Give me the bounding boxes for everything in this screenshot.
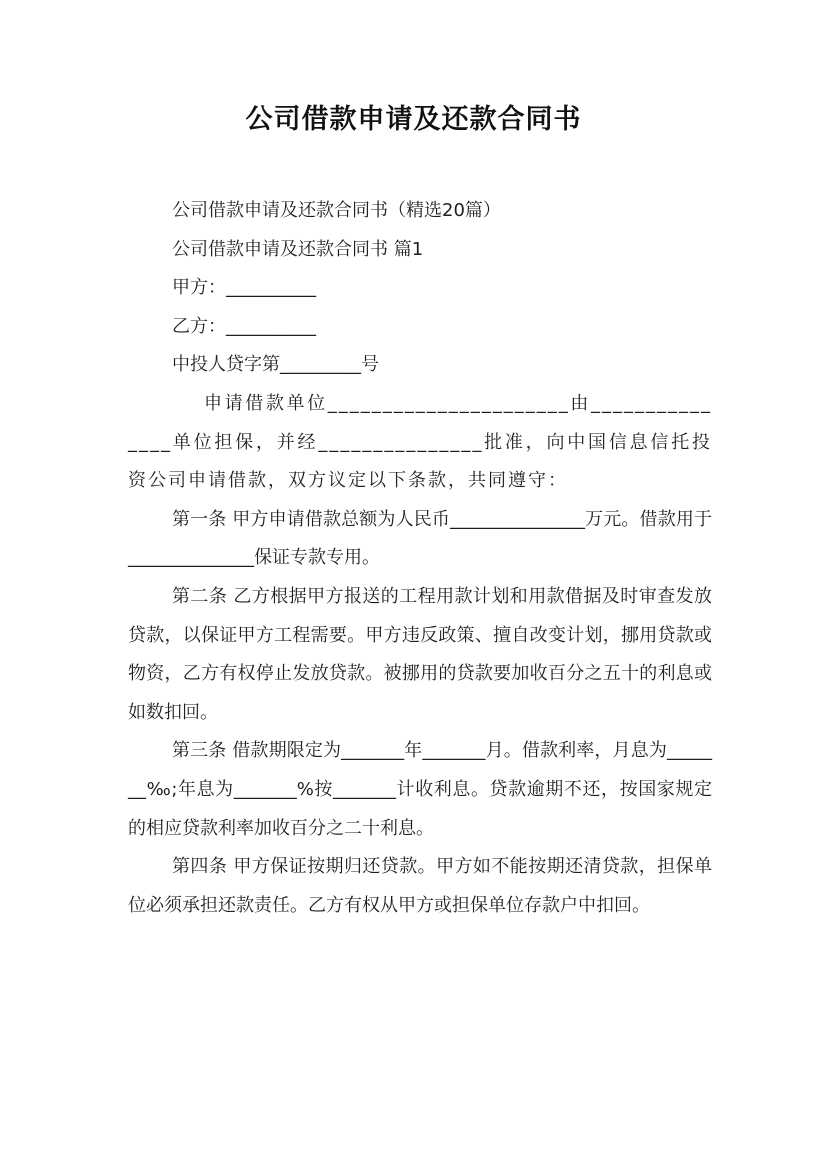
article-1: 第一条 甲方申请借款总额为人民币_______________万元。借款用于______________保证专款专用。 — [128, 508, 712, 569]
section-heading: 公司借款申请及还款合同书 篇1 — [172, 238, 424, 260]
party-a-line: 甲方：__________ — [172, 277, 316, 299]
contract-number-line: 中投人贷字第_________号 — [172, 354, 379, 376]
document-title: 公司借款申请及还款合同书 — [245, 104, 582, 135]
applicant-paragraph: 申请借款单位______________________由_______________单位担保，并经_______________批准，向中国信息信托投资公司申请借款，双方议定以下条款，共同遵守： — [128, 392, 712, 492]
document-body — [128, 192, 712, 925]
party-b-line: 乙方：__________ — [172, 315, 316, 337]
article-2: 第二条 乙方根据甲方报送的工程用款计划和用款借据及时审查发放贷款，以保证甲方工程需要。甲方违反政策、擅自改变计划，挪用贷款或物资，乙方有权停止发放贷款。被挪用的贷款要加收百分之五十的利息或如数扣回。 — [128, 585, 712, 723]
article-3: 第三条 借款期限定为_______年_______月。借款利率，月息为_______‰;年息为_______%按_______计收利息。贷款逾期不还，按国家规定的相应贷款利率加收百分之二十利息。 — [128, 740, 712, 839]
subtitle-line: 公司借款申请及还款合同书（精选20篇） — [172, 200, 501, 221]
article-4: 第四条 甲方保证按期归还贷款。甲方如不能按期还清贷款，担保单位必须承担还款责任。乙方有权从甲方或担保单位存款户中扣回。 — [128, 856, 712, 916]
